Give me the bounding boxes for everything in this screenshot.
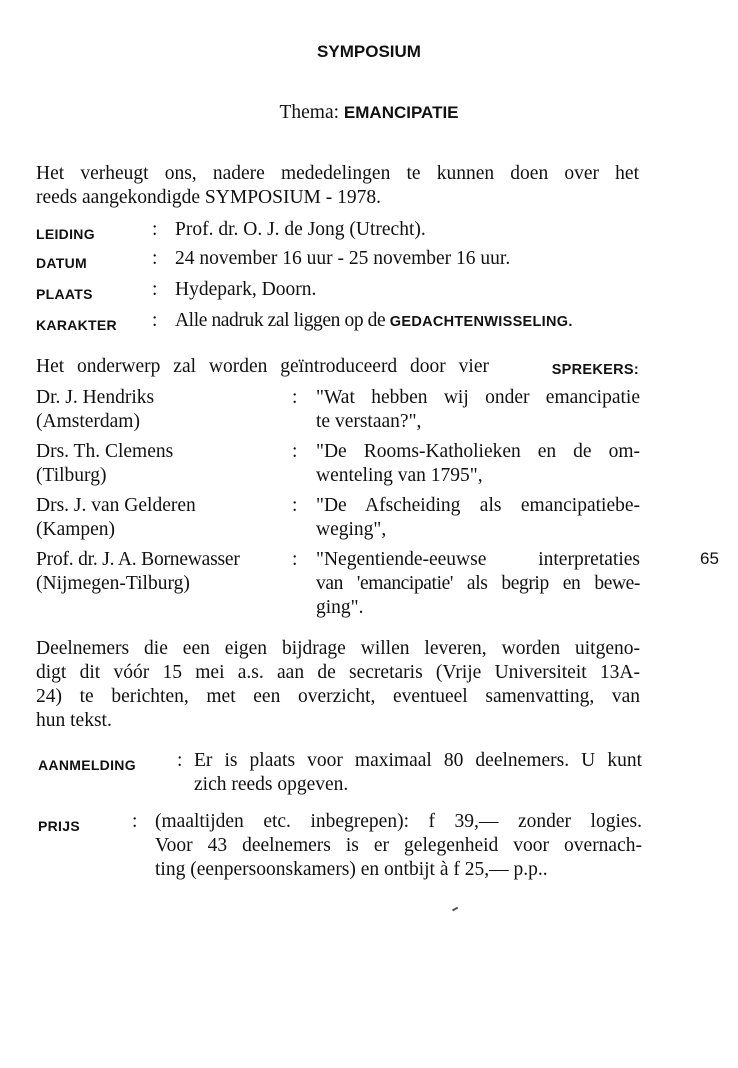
speaker-colon: : — [292, 549, 298, 570]
paragraph-line: digt dit vóór 15 mei a.s. aan de secretaris (Vrije Universiteit 13A- — [36, 662, 640, 683]
price-line: ting (eenpersoonskamers) en ontbijt à f 25,— p.p.. — [155, 859, 548, 880]
theme-label: Thema: — [279, 102, 340, 123]
detail-label-leiding: LEIDING — [36, 226, 95, 242]
price-line: (maaltijden etc. inbegrepen): f 39,— zonder logies. — [155, 811, 642, 832]
detail-label-karakter: KARAKTER — [36, 317, 117, 333]
speaker-topic-line: te verstaan?", — [316, 411, 422, 432]
speakers-intro — [36, 355, 639, 382]
intro-line-1: Het verheugt ons, nadere mededelingen te kunnen doen over het — [36, 163, 639, 184]
speaker-topic-line: van 'emancipatie' als begrip en bewe- — [316, 573, 640, 594]
speaker-affiliation: (Kampen) — [36, 519, 116, 540]
detail-label-datum: DATUM — [36, 255, 88, 271]
speaker-topic-line: "Wat hebben wij onder emancipatie — [316, 387, 640, 408]
speaker-name: Drs. Th. Clemens — [36, 441, 174, 462]
print-mark — [452, 907, 458, 911]
speaker-colon: : — [292, 441, 298, 462]
speakers-intro-text: Het onderwerp zal worden geïntroduceerd door vier — [36, 356, 489, 377]
detail-value-karakter — [175, 309, 573, 334]
speaker-affiliation: (Tilburg) — [36, 465, 107, 486]
speaker-name: Prof. dr. J. A. Bornewasser — [36, 549, 240, 570]
detail-colon: : — [152, 219, 158, 240]
detail-colon: : — [152, 248, 158, 269]
paragraph-line: Deelnemers die een eigen bijdrage willen leveren, worden uitgeno- — [36, 638, 640, 659]
speaker-name: Dr. J. Hendriks — [36, 387, 155, 408]
registration-colon: : — [177, 750, 183, 771]
page-number: 65 — [700, 549, 719, 568]
detail-value-karakter-caps: GEDACHTENWISSELING. — [389, 314, 573, 330]
speaker-name: Drs. J. van Gelderen — [36, 495, 196, 516]
paragraph-line: 24) te berichten, met een overzicht, eventueel samenvatting, van — [36, 686, 640, 707]
price-line: Voor 43 deelnemers is er gelegenheid voor overnach- — [155, 835, 642, 856]
speaker-affiliation: (Nijmegen-Tilburg) — [36, 573, 190, 594]
registration-line: zich reeds opgeven. — [194, 774, 349, 795]
price-colon: : — [132, 811, 138, 832]
detail-value-plaats: Hydepark, Doorn. — [175, 279, 317, 300]
registration-line: Er is plaats voor maximaal 80 deelnemers. U kunt — [194, 750, 642, 771]
detail-label-plaats: PLAATS — [36, 286, 93, 302]
speakers-intro-caps: SPREKERS: — [551, 362, 639, 378]
speaker-affiliation: (Amsterdam) — [36, 411, 140, 432]
speaker-topic-line: ging". — [316, 597, 364, 618]
theme-line — [0, 101, 738, 125]
paragraph-line: hun tekst. — [36, 710, 112, 731]
registration-label: AANMELDING — [38, 757, 136, 773]
detail-value-datum: 24 november 16 uur - 25 november 16 uur. — [175, 248, 511, 269]
speaker-topic-line: weging", — [316, 519, 387, 540]
page-title: SYMPOSIUM — [317, 42, 421, 61]
speaker-topic-line: "Negentiende-eeuwse interpretaties — [316, 549, 640, 570]
intro-line-2: reeds aangekondigde SYMPOSIUM - 1978. — [36, 187, 382, 208]
detail-value-leiding: Prof. dr. O. J. de Jong (Utrecht). — [175, 219, 426, 240]
detail-colon: : — [152, 310, 158, 331]
theme-value: EMANCIPATIE — [343, 103, 459, 122]
speaker-topic-line: "De Rooms-Katholieken en de om- — [316, 441, 640, 462]
speaker-topic-line: "De Afscheiding als emancipatiebe- — [316, 495, 640, 516]
speaker-colon: : — [292, 495, 298, 516]
detail-colon: : — [152, 279, 158, 300]
speaker-colon: : — [292, 387, 298, 408]
detail-value-karakter-text: Alle nadruk zal liggen op de — [175, 310, 386, 331]
speaker-topic-line: wenteling van 1795", — [316, 465, 483, 486]
price-label: PRIJS — [38, 818, 80, 834]
